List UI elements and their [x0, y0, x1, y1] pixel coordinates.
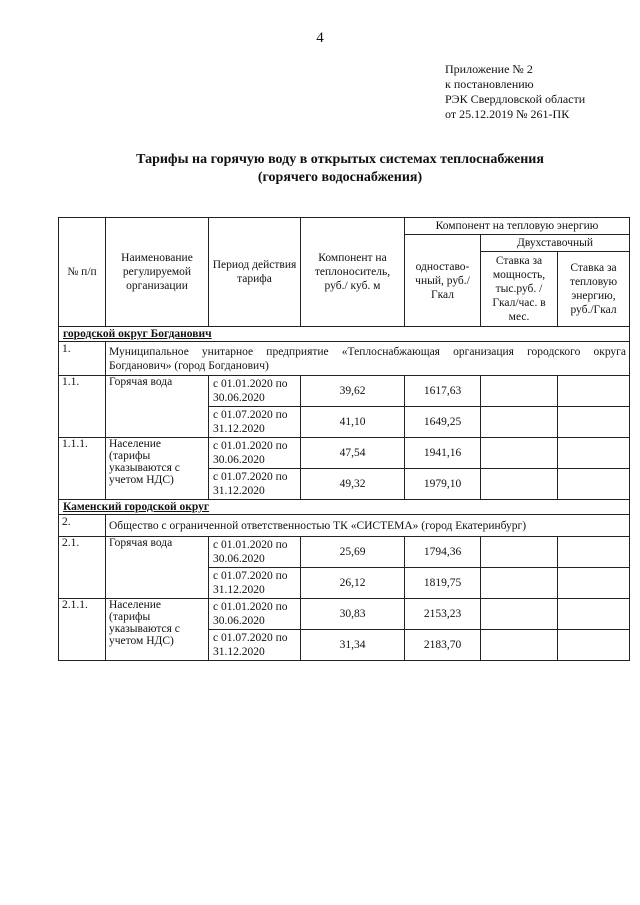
one-rate-cell: 1794,36 [405, 537, 481, 568]
one-rate-cell: 2153,23 [405, 599, 481, 630]
carrier-cell: 26,12 [301, 568, 405, 599]
period-cell: с 01.01.2020 по 30.06.2020 [209, 376, 301, 407]
one-rate-cell: 1649,25 [405, 407, 481, 438]
header-period: Период действия тарифа [209, 218, 301, 327]
capacity-cell [481, 568, 558, 599]
group-num: 2.1. [59, 537, 106, 599]
appendix-line: РЭК Свердловской области [445, 92, 586, 106]
group-name: Горячая вода [106, 537, 209, 599]
header-one-rate: одноставо-чный, руб./Гкал [405, 235, 481, 327]
table-row [59, 438, 630, 469]
group-name: Население (тарифы указываются с учетом НДС) [106, 438, 209, 500]
energy-cell [558, 407, 630, 438]
one-rate-cell: 2183,70 [405, 630, 481, 661]
one-rate-cell: 1979,10 [405, 469, 481, 500]
group-name: Горячая вода [106, 376, 209, 438]
one-rate-cell: 1617,63 [405, 376, 481, 407]
period-cell: с 01.07.2020 по 31.12.2020 [209, 407, 301, 438]
title-line: Тарифы на горячую воду в открытых системах теплоснабжения [136, 152, 544, 167]
capacity-cell [481, 438, 558, 469]
group-num: 1.1. [59, 376, 106, 438]
energy-cell [558, 630, 630, 661]
period-cell: с 01.01.2020 по 30.06.2020 [209, 537, 301, 568]
tariff-table [58, 217, 630, 661]
one-rate-cell: 1819,75 [405, 568, 481, 599]
period-cell: с 01.07.2020 по 31.12.2020 [209, 469, 301, 500]
energy-cell [558, 599, 630, 630]
capacity-cell [481, 599, 558, 630]
group-name: Население (тарифы указываются с учетом НДС) [106, 599, 209, 661]
org-num: 1. [59, 342, 106, 376]
appendix-line: к постановлению [445, 77, 534, 91]
region-title: Каменский городской округ [59, 500, 630, 515]
carrier-cell: 41,10 [301, 407, 405, 438]
title-line: (горячего водоснабжения) [257, 170, 423, 185]
appendix-line: от 25.12.2019 № 261-ПК [445, 107, 570, 121]
carrier-cell: 39,62 [301, 376, 405, 407]
capacity-cell [481, 537, 558, 568]
page-number: 4 [316, 30, 324, 46]
document-title [60, 151, 620, 187]
header-capacity: Ставка за мощность, тыс.руб. /Гкал/час. в мес. [481, 252, 558, 327]
region-title: городской округ Богданович [59, 327, 630, 342]
header-two-rate: Двухставочный [481, 235, 630, 252]
header-num: № п/п [59, 218, 106, 327]
table-row [59, 599, 630, 630]
appendix-line: Приложение № 2 [445, 62, 533, 76]
energy-cell [558, 568, 630, 599]
carrier-cell: 31,34 [301, 630, 405, 661]
table-row [59, 376, 630, 407]
period-cell: с 01.07.2020 по 31.12.2020 [209, 568, 301, 599]
period-cell: с 01.01.2020 по 30.06.2020 [209, 599, 301, 630]
appendix-block [445, 62, 585, 122]
header-thermal: Компонент на тепловую энергию [405, 218, 630, 235]
carrier-cell: 47,54 [301, 438, 405, 469]
org-name: Муниципальное унитарное предприятие «Теплоснабжающая организация городского округа Богданович» (город Богданович) [106, 342, 630, 376]
header-carrier: Компонент на теплоноситель, руб./ куб. м [301, 218, 405, 327]
org-num: 2. [59, 515, 106, 537]
one-rate-cell: 1941,16 [405, 438, 481, 469]
energy-cell [558, 537, 630, 568]
carrier-cell: 30,83 [301, 599, 405, 630]
header-energy: Ставка за тепловую энергию, руб./Гкал [558, 252, 630, 327]
table-row [59, 537, 630, 568]
energy-cell [558, 376, 630, 407]
period-cell: с 01.07.2020 по 31.12.2020 [209, 630, 301, 661]
capacity-cell [481, 376, 558, 407]
period-cell: с 01.01.2020 по 30.06.2020 [209, 438, 301, 469]
header-org: Наименование регулируемой организации [106, 218, 209, 327]
carrier-cell: 25,69 [301, 537, 405, 568]
carrier-cell: 49,32 [301, 469, 405, 500]
capacity-cell [481, 469, 558, 500]
org-name: Общество с ограниченной ответственностью ТК «СИСТЕМА» (город Екатеринбург) [106, 515, 630, 537]
capacity-cell [481, 407, 558, 438]
energy-cell [558, 469, 630, 500]
group-num: 1.1.1. [59, 438, 106, 500]
group-num: 2.1.1. [59, 599, 106, 661]
energy-cell [558, 438, 630, 469]
capacity-cell [481, 630, 558, 661]
